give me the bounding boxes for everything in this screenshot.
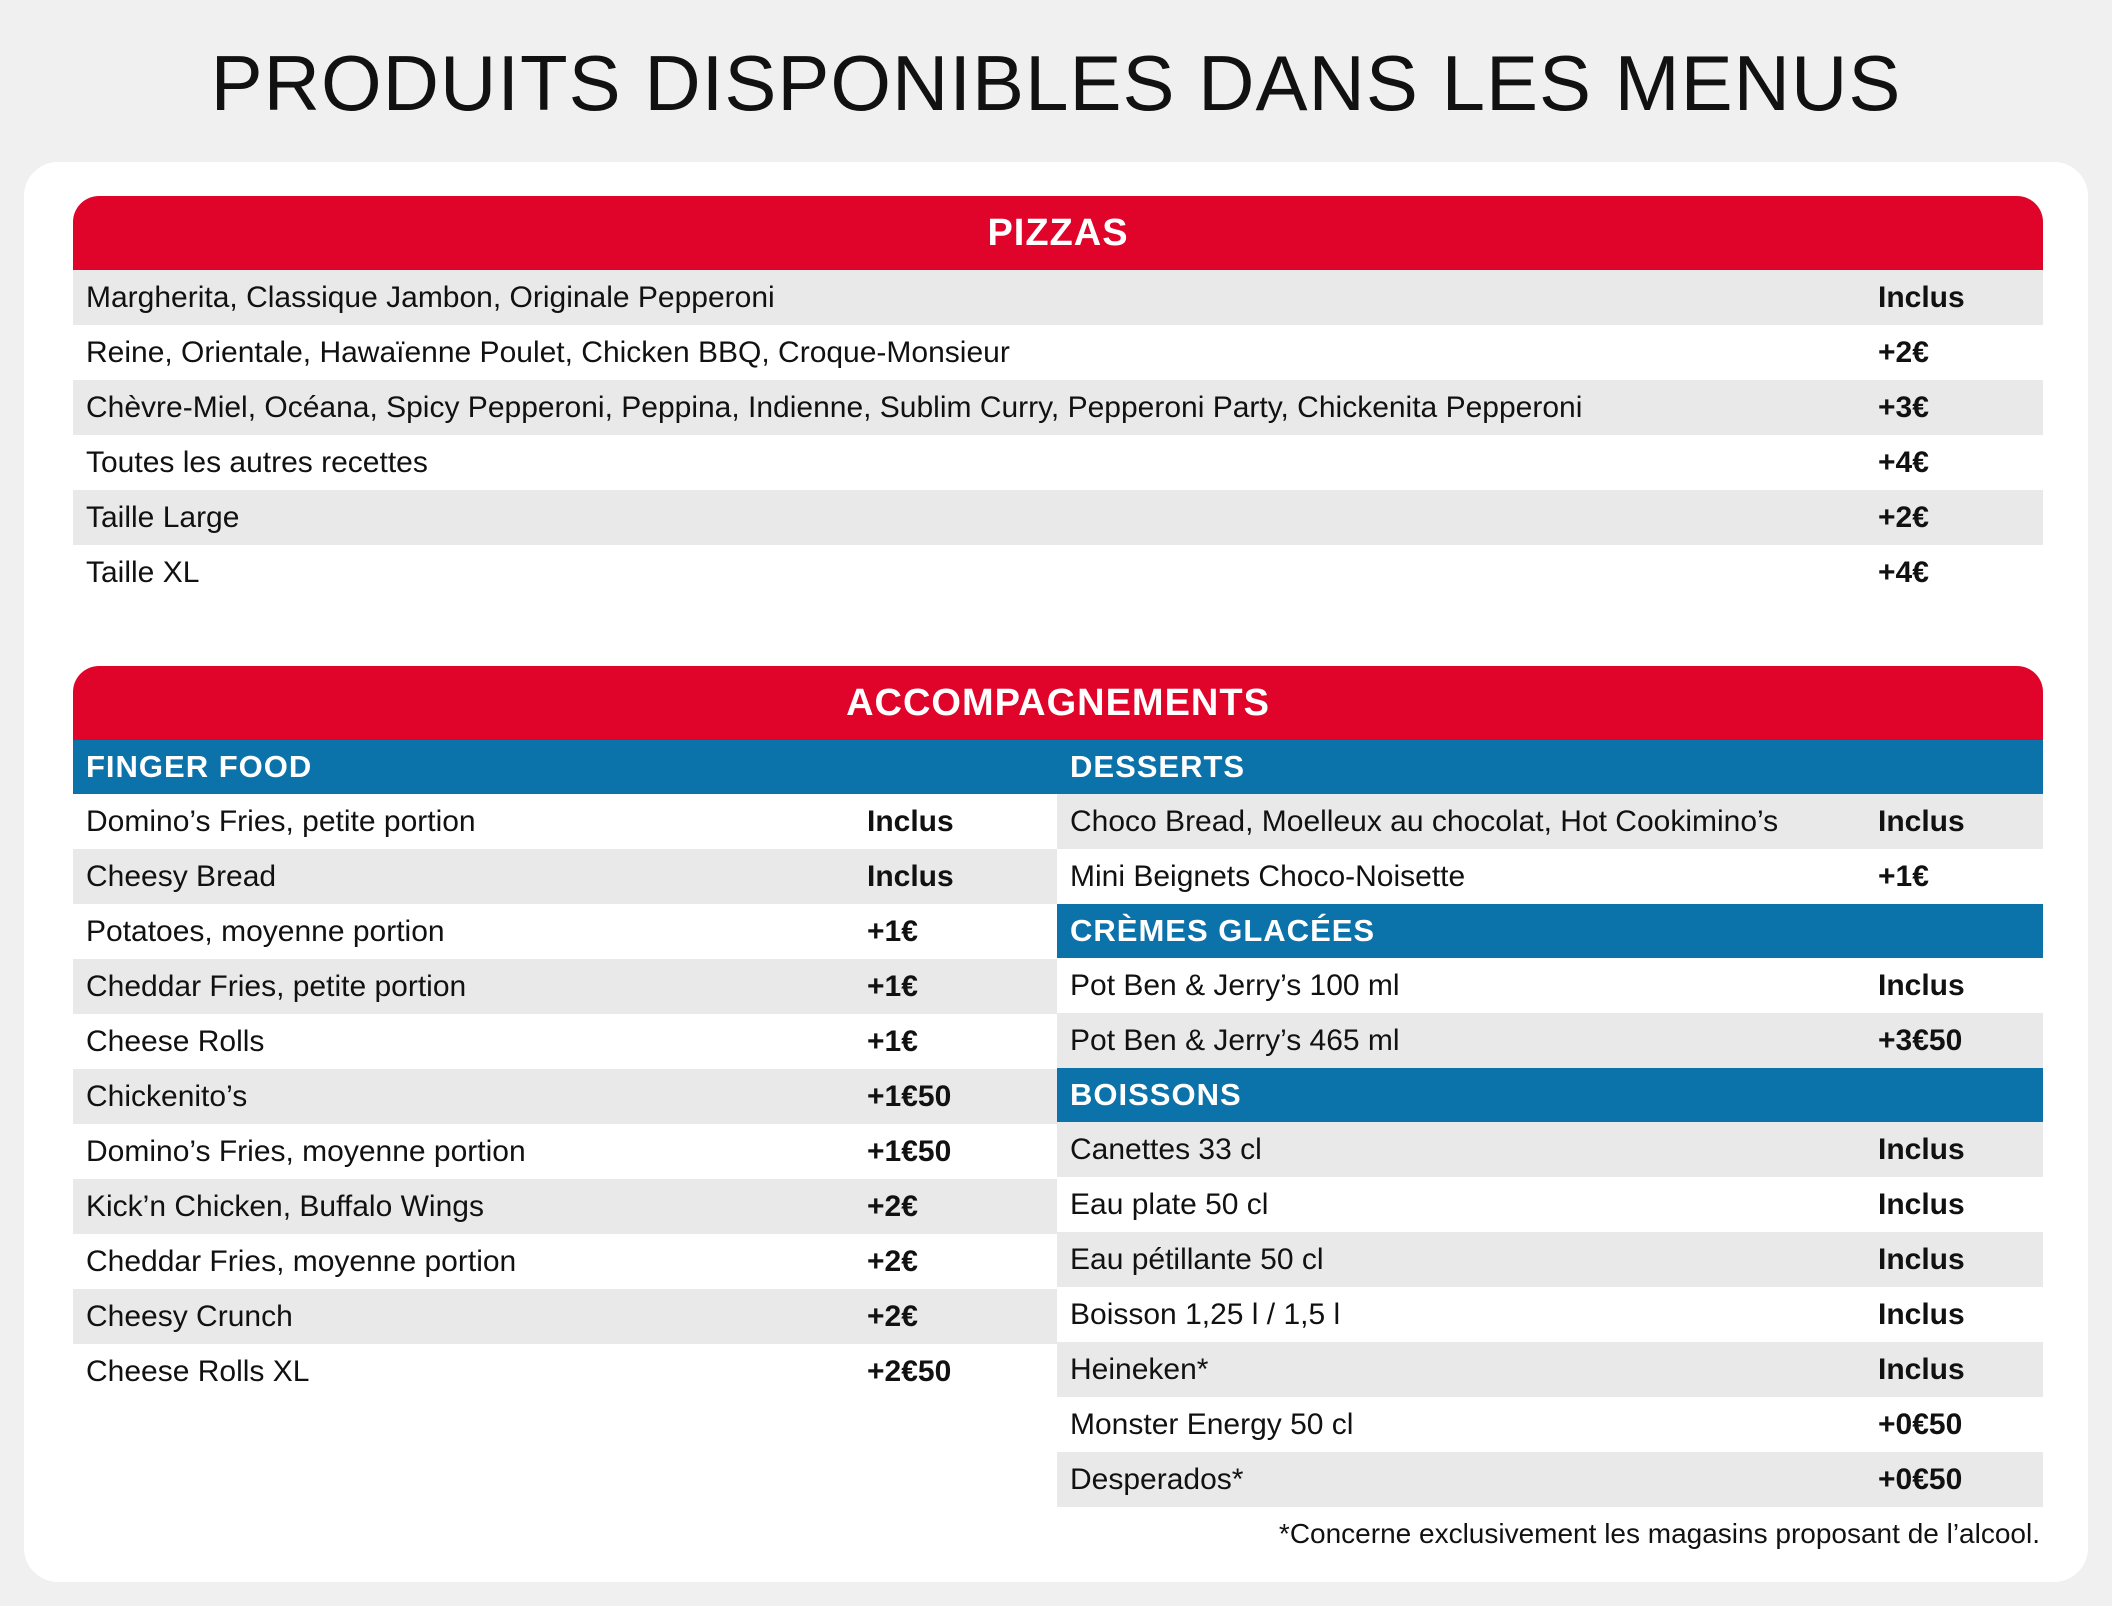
item-price: Inclus <box>1878 1242 1965 1276</box>
item-price: +4€ <box>1878 555 1929 589</box>
table-row <box>1057 849 2043 904</box>
item-price: Inclus <box>1878 280 1965 314</box>
item-price: +4€ <box>1878 445 1929 479</box>
item-label: Boisson 1,25 l / 1,5 l <box>1070 1297 1341 1331</box>
table-row <box>1057 1397 2043 1452</box>
cremes-glacees-header: CRÈMES GLACÉES <box>1057 904 2043 958</box>
table-row <box>73 270 2043 325</box>
item-label: Domino’s Fries, moyenne portion <box>86 1134 526 1168</box>
table-row <box>73 1179 1057 1234</box>
item-price: +2€ <box>867 1244 918 1278</box>
item-label: Toutes les autres recettes <box>86 445 428 479</box>
item-label: Chickenito’s <box>86 1079 248 1113</box>
item-label: Eau pétillante 50 cl <box>1070 1242 1324 1276</box>
table-row <box>73 1289 1057 1344</box>
item-label: Cheese Rolls XL <box>86 1354 310 1388</box>
table-row <box>73 380 2043 435</box>
table-row <box>73 849 1057 904</box>
item-price: +2€ <box>1878 335 1929 369</box>
table-row <box>1057 1177 2043 1232</box>
item-price: Inclus <box>867 859 954 893</box>
item-price: +2€ <box>867 1189 918 1223</box>
item-price: Inclus <box>1878 1132 1965 1166</box>
item-price: Inclus <box>1878 804 1965 838</box>
table-row <box>1057 1013 2043 1068</box>
page-title: PRODUITS DISPONIBLES DANS LES MENUS <box>210 39 1902 127</box>
item-label: Monster Energy 50 cl <box>1070 1407 1354 1441</box>
item-price: Inclus <box>1878 968 1965 1002</box>
table-row <box>73 959 1057 1014</box>
item-price: Inclus <box>1878 1297 1965 1331</box>
item-label: Cheese Rolls <box>86 1024 265 1058</box>
item-price: +2€50 <box>867 1354 952 1388</box>
item-price: +2€ <box>867 1299 918 1333</box>
item-label: Reine, Orientale, Hawaïenne Poulet, Chicken BBQ, Croque-Monsieur <box>86 335 1010 369</box>
item-price: +2€ <box>1878 500 1929 534</box>
accompagnements-header: ACCOMPAGNEMENTS <box>73 666 2043 740</box>
item-price: Inclus <box>867 804 954 838</box>
item-label: Taille XL <box>86 555 200 589</box>
table-row <box>73 794 1057 849</box>
item-price: Inclus <box>1878 1187 1965 1221</box>
footnote: *Concerne exclusivement les magasins proposant de l’alcool. <box>1278 1518 2040 1549</box>
table-row <box>73 545 2043 600</box>
accompagnements-section <box>73 666 2043 1507</box>
item-label: Margherita, Classique Jambon, Originale Pepperoni <box>86 280 775 314</box>
table-row <box>73 435 2043 490</box>
item-price: Inclus <box>1878 1352 1965 1386</box>
pizzas-header: PIZZAS <box>73 196 2043 270</box>
item-price: +1€50 <box>867 1134 952 1168</box>
item-label: Canettes 33 cl <box>1070 1132 1262 1166</box>
finger-food-header: FINGER FOOD <box>73 740 1057 794</box>
item-label: Domino’s Fries, petite portion <box>86 804 476 838</box>
item-price: +1€ <box>867 914 918 948</box>
table-row <box>73 490 2043 545</box>
item-label: Cheddar Fries, moyenne portion <box>86 1244 517 1278</box>
table-row <box>1057 1122 2043 1177</box>
table-row <box>73 904 1057 959</box>
item-label: Desperados* <box>1070 1462 1244 1496</box>
item-label: Potatoes, moyenne portion <box>86 914 445 948</box>
item-label: Chèvre-Miel, Océana, Spicy Pepperoni, Peppina, Indienne, Sublim Curry, Pepperoni Party, Chickenita Pepperoni <box>86 390 1583 424</box>
table-row <box>1057 1232 2043 1287</box>
item-price: +1€50 <box>867 1079 952 1113</box>
item-label: Cheesy Bread <box>86 859 277 893</box>
table-row <box>73 1124 1057 1179</box>
table-row <box>1057 958 2043 1013</box>
table-row <box>1057 1342 2043 1397</box>
item-price: +1€ <box>867 969 918 1003</box>
table-row <box>1057 794 2043 849</box>
pizzas-section <box>73 196 2043 600</box>
item-label: Choco Bread, Moelleux au chocolat, Hot Cookimino’s <box>1070 804 1779 838</box>
item-label: Cheesy Crunch <box>86 1299 293 1333</box>
item-price: +1€ <box>1878 859 1929 893</box>
table-row <box>1057 1452 2043 1507</box>
item-price: +0€50 <box>1878 1407 1963 1441</box>
item-label: Mini Beignets Choco-Noisette <box>1070 859 1466 893</box>
item-price: +3€50 <box>1878 1023 1963 1057</box>
item-label: Heineken* <box>1070 1352 1209 1386</box>
table-row <box>73 1014 1057 1069</box>
item-price: +0€50 <box>1878 1462 1963 1496</box>
item-price: +1€ <box>867 1024 918 1058</box>
table-row <box>73 1344 1057 1399</box>
table-row <box>73 1234 1057 1289</box>
boissons-header: BOISSONS <box>1057 1068 2043 1122</box>
item-label: Kick’n Chicken, Buffalo Wings <box>86 1189 484 1223</box>
item-label: Eau plate 50 cl <box>1070 1187 1269 1221</box>
table-row <box>73 1069 1057 1124</box>
item-label: Taille Large <box>86 500 240 534</box>
table-row <box>1057 1287 2043 1342</box>
table-row <box>73 325 2043 380</box>
item-label: Pot Ben & Jerry’s 465 ml <box>1070 1023 1400 1057</box>
item-label: Cheddar Fries, petite portion <box>86 969 467 1003</box>
desserts-header: DESSERTS <box>1057 740 2043 794</box>
item-price: +3€ <box>1878 390 1929 424</box>
right-column <box>1057 740 2043 1507</box>
item-label: Pot Ben & Jerry’s 100 ml <box>1070 968 1400 1002</box>
finger-food-column <box>73 740 1057 1507</box>
